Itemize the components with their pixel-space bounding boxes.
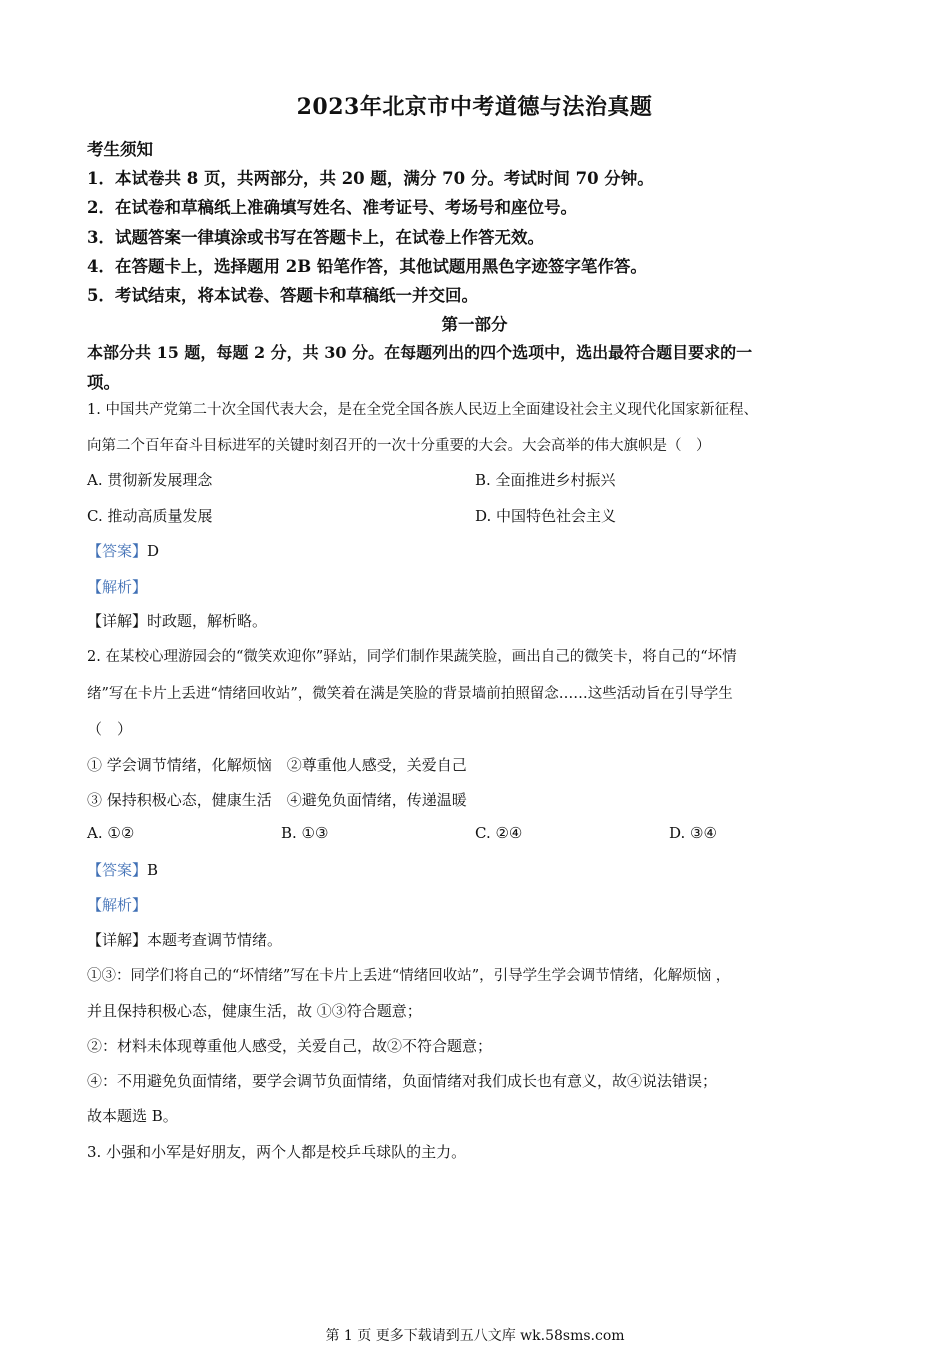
notice-item: 4．在答题卡上，选择题用 2B 铅笔作答，其他试题用黑色字迹签字笔作答。 xyxy=(87,257,647,276)
answer-label: 【答案】 xyxy=(87,542,148,560)
part-intro-cont: 项。 xyxy=(87,373,120,392)
q2-detail xyxy=(87,929,282,950)
notice-heading: 考生须知 xyxy=(87,140,153,159)
notice-item: 3．试题答案一律填涂或书写在答题卡上，在试卷上作答无效。 xyxy=(87,228,544,247)
question-1-text: 1. 中国共产党第二十次全国代表大会，是在全党全国各族人民迈上全面建设社会主义现代化国家新征程、 xyxy=(87,402,758,418)
notice-item: 5．考试结束，将本试卷、答题卡和草稿纸一并交回。 xyxy=(87,286,478,305)
q2-explain-2: 并且保持积极心态，健康生活，故 ①③符合题意； xyxy=(87,1002,422,1020)
detail-label: 【详解】 xyxy=(87,612,148,630)
q2-analysis-label: 【解析】 xyxy=(87,896,148,914)
notice-item: 1．本试卷共 8 页，共两部分，共 20 题，满分 70 分。考试时间 70 分钟。 xyxy=(87,169,654,188)
q2-answer xyxy=(87,859,158,880)
q2-option-d: D. ③④ xyxy=(669,824,717,842)
page-title: 2023年北京市中考道德与法治真题 xyxy=(296,94,653,120)
q1-detail xyxy=(87,610,267,631)
answer-label: 【答案】 xyxy=(87,861,148,879)
notice-item: 2．在试卷和草稿纸上准确填写姓名、准考证号、考场号和座位号。 xyxy=(87,198,577,217)
answer-value: B xyxy=(147,861,159,879)
q2-option-c: C. ②④ xyxy=(475,824,523,842)
q2-option-b: B. ①③ xyxy=(281,824,329,842)
question-3-text: 3. 小强和小军是好朋友，两个人都是校乒乓球队的主力。 xyxy=(87,1143,467,1161)
q1-analysis-label: 【解析】 xyxy=(87,578,148,596)
q2-explain-3: ②：材料未体现尊重他人感受，关爱自己，故②不符合题意； xyxy=(87,1037,493,1055)
detail-text: 时政题，解析略。 xyxy=(147,612,268,630)
q2-statements-1: ① 学会调节情绪，化解烦恼 ②尊重他人感受，关爱自己 xyxy=(87,756,467,774)
question-1-text-cont: 向第二个百年奋斗目标进军的关键时刻召开的一次十分重要的大会。大会高举的伟大旗帜是（ ） xyxy=(87,438,711,454)
part-heading: 第一部分 xyxy=(441,315,508,334)
question-2-text-cont: 绪”写在卡片上丢进“情绪回收站”，微笑着在满是笑脸的背景墙前拍照留念……这些活动旨在引导学生 xyxy=(87,686,733,702)
detail-label: 【详解】 xyxy=(87,931,148,949)
q2-explain-4: ④：不用避免负面情绪，要学会调节负面情绪，负面情绪对我们成长也有意义，故④说法错误； xyxy=(87,1072,718,1090)
q1-option-c: C. 推动高质量发展 xyxy=(87,507,213,525)
q2-option-a: A. ①② xyxy=(87,824,135,842)
q1-option-d: D. 中国特色社会主义 xyxy=(475,507,617,525)
q2-statements-2: ③ 保持积极心态，健康生活 ④避免负面情绪，传递温暖 xyxy=(87,791,467,809)
question-2-blank: （ ） xyxy=(87,720,133,738)
page-footer: 第 1 页 更多下载请到五八文库 wk.58sms.com xyxy=(325,1328,625,1344)
detail-text: 本题考查调节情绪。 xyxy=(147,931,283,949)
q2-explain-1: ①③：同学们将自己的“坏情绪”写在卡片上丢进“情绪回收站”，引导学生学会调节情绪，化解烦恼 ， xyxy=(87,968,731,984)
q1-answer xyxy=(87,540,159,561)
question-2-text: 2. 在某校心理游园会的“微笑欢迎你”驿站，同学们制作果蔬笑脸，画出自己的微笑卡，将自己的“坏情 xyxy=(87,649,737,665)
answer-value: D xyxy=(147,542,160,560)
part-intro: 本部分共 15 题，每题 2 分，共 30 分。在每题列出的四个选项中，选出最符合题目要求的一 xyxy=(87,343,753,362)
q2-conclusion: 故本题选 B。 xyxy=(87,1107,178,1125)
q1-option-a: A. 贯彻新发展理念 xyxy=(87,471,213,489)
q1-option-b: B. 全面推进乡村振兴 xyxy=(475,471,616,489)
